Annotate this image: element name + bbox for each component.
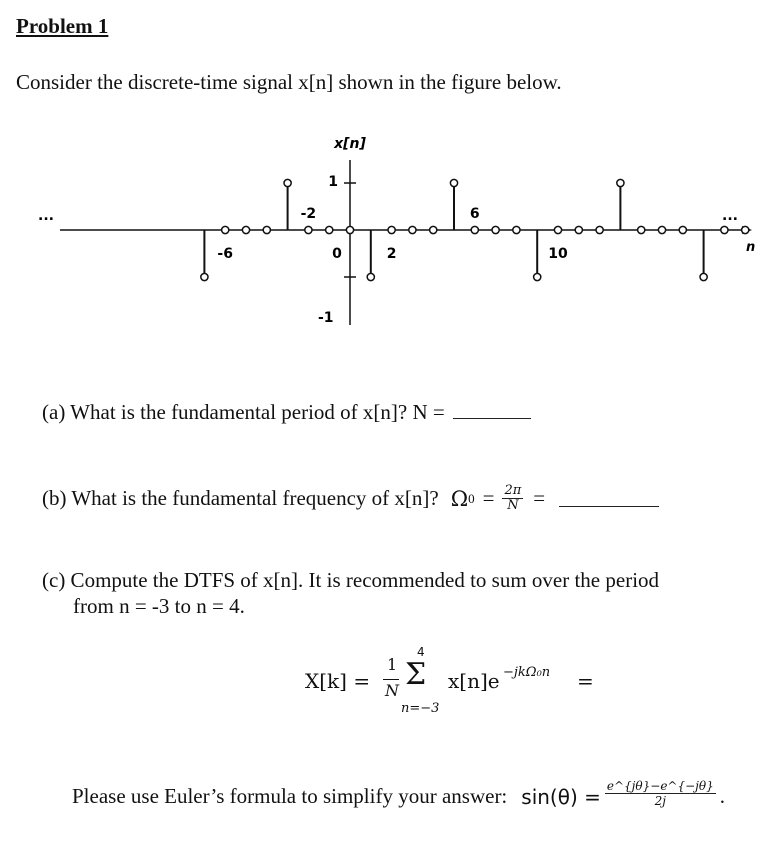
sigma-symbol: Σ — [405, 657, 427, 692]
stem-sample-circle — [242, 226, 249, 233]
stem-sample-circle — [492, 226, 499, 233]
euler-den: 2j — [654, 794, 666, 808]
dtfs-formula — [305, 645, 625, 725]
stem-sample-circle — [471, 226, 478, 233]
stem-sample-circle — [305, 226, 312, 233]
x-axis-label: n — [746, 240, 756, 255]
stem-sample-circle — [284, 179, 291, 186]
signal-stem-plot — [0, 120, 783, 340]
formula-frac-bar — [383, 679, 399, 680]
omega-subscript: 0 — [468, 490, 475, 506]
formula-exponent: −jkΩ₀n — [503, 665, 551, 680]
part-b-answer-blank[interactable] — [559, 505, 659, 507]
formula-frac-den: N — [385, 681, 399, 700]
stem-sample-circle — [346, 226, 353, 233]
stem-sample-circle — [201, 273, 208, 280]
ellipsis-left: ... — [38, 208, 54, 224]
intro-text: Consider the discrete-time signal x[n] shown in the figure below. — [16, 70, 562, 94]
stem-sample-circle — [409, 226, 416, 233]
stem-sample-circle — [513, 226, 520, 233]
n-tick-label: 2 — [386, 246, 397, 262]
formula-equals: = — [577, 669, 594, 693]
stem-sample-circle — [222, 226, 229, 233]
euler-fraction — [605, 779, 716, 808]
n-tick-label: -2 — [300, 206, 317, 222]
part-b-equals-2: = — [533, 486, 546, 510]
part-b-equals-1: = — [482, 486, 495, 510]
n-tick-label: -6 — [217, 246, 233, 262]
euler-num: e^{jθ}−e^{−jθ} — [606, 779, 714, 793]
stem-sample-circle — [326, 226, 333, 233]
part-a-text: (a) What is the fundamental period of x[n]? N = — [42, 400, 445, 424]
two-pi-over-n — [502, 484, 523, 513]
stem-sample-circle — [388, 226, 395, 233]
sin-lhs: sin(θ) = — [521, 784, 601, 809]
omega-symbol: Ω — [450, 486, 469, 511]
euler-period: . — [719, 784, 725, 808]
stem-sample-circle — [534, 273, 541, 280]
part-b — [42, 484, 659, 513]
formula-frac-num: 1 — [387, 655, 398, 674]
y-tick-positive: 1 — [328, 174, 338, 190]
n-tick-label: 6 — [469, 206, 480, 222]
stem-sample-circle — [575, 226, 582, 233]
part-c-line1: (c) Compute the DTFS of x[n]. It is recommended to sum over the period — [42, 568, 660, 592]
ellipsis-right: ... — [722, 208, 738, 224]
sum-lower-limit: n=−3 — [401, 701, 440, 716]
stem-sample-circle — [430, 226, 437, 233]
stem-sample-circle — [450, 179, 457, 186]
part-a — [42, 400, 531, 425]
sum-upper-limit: 4 — [417, 645, 425, 659]
stem-sample-circle — [700, 273, 707, 280]
y-axis-label: x[n] — [334, 136, 366, 152]
stem-sample-circle — [263, 226, 270, 233]
stem-sample-circle — [596, 226, 603, 233]
n-tick-label: 0 — [332, 246, 342, 262]
footer-hint — [72, 779, 725, 809]
footer-text: Please use Euler’s formula to simplify your answer: — [72, 784, 508, 808]
frac-den: N — [507, 498, 519, 513]
problem-heading: Problem 1 — [16, 14, 109, 38]
y-tick-negative: -1 — [318, 310, 334, 326]
stem-sample-circle — [658, 226, 665, 233]
stem-sample-circle — [617, 179, 624, 186]
frac-num: 2π — [504, 483, 522, 498]
formula-lhs: X[k] = — [305, 669, 371, 693]
part-b-text: (b) What is the fundamental frequency of x[n]? — [42, 486, 439, 510]
stem-sample-circle — [679, 226, 686, 233]
part-c-line2: from n = -3 to n = 4. — [73, 594, 245, 618]
stem-sample-circle — [742, 226, 749, 233]
stem-sample-circle — [367, 273, 374, 280]
stem-sample-circle — [554, 226, 561, 233]
n-tick-label: 10 — [548, 246, 568, 262]
stem-sample-circle — [638, 226, 645, 233]
formula-body: x[n]e — [448, 669, 500, 693]
stem-sample-circle — [721, 226, 728, 233]
part-a-answer-blank[interactable] — [453, 417, 531, 419]
